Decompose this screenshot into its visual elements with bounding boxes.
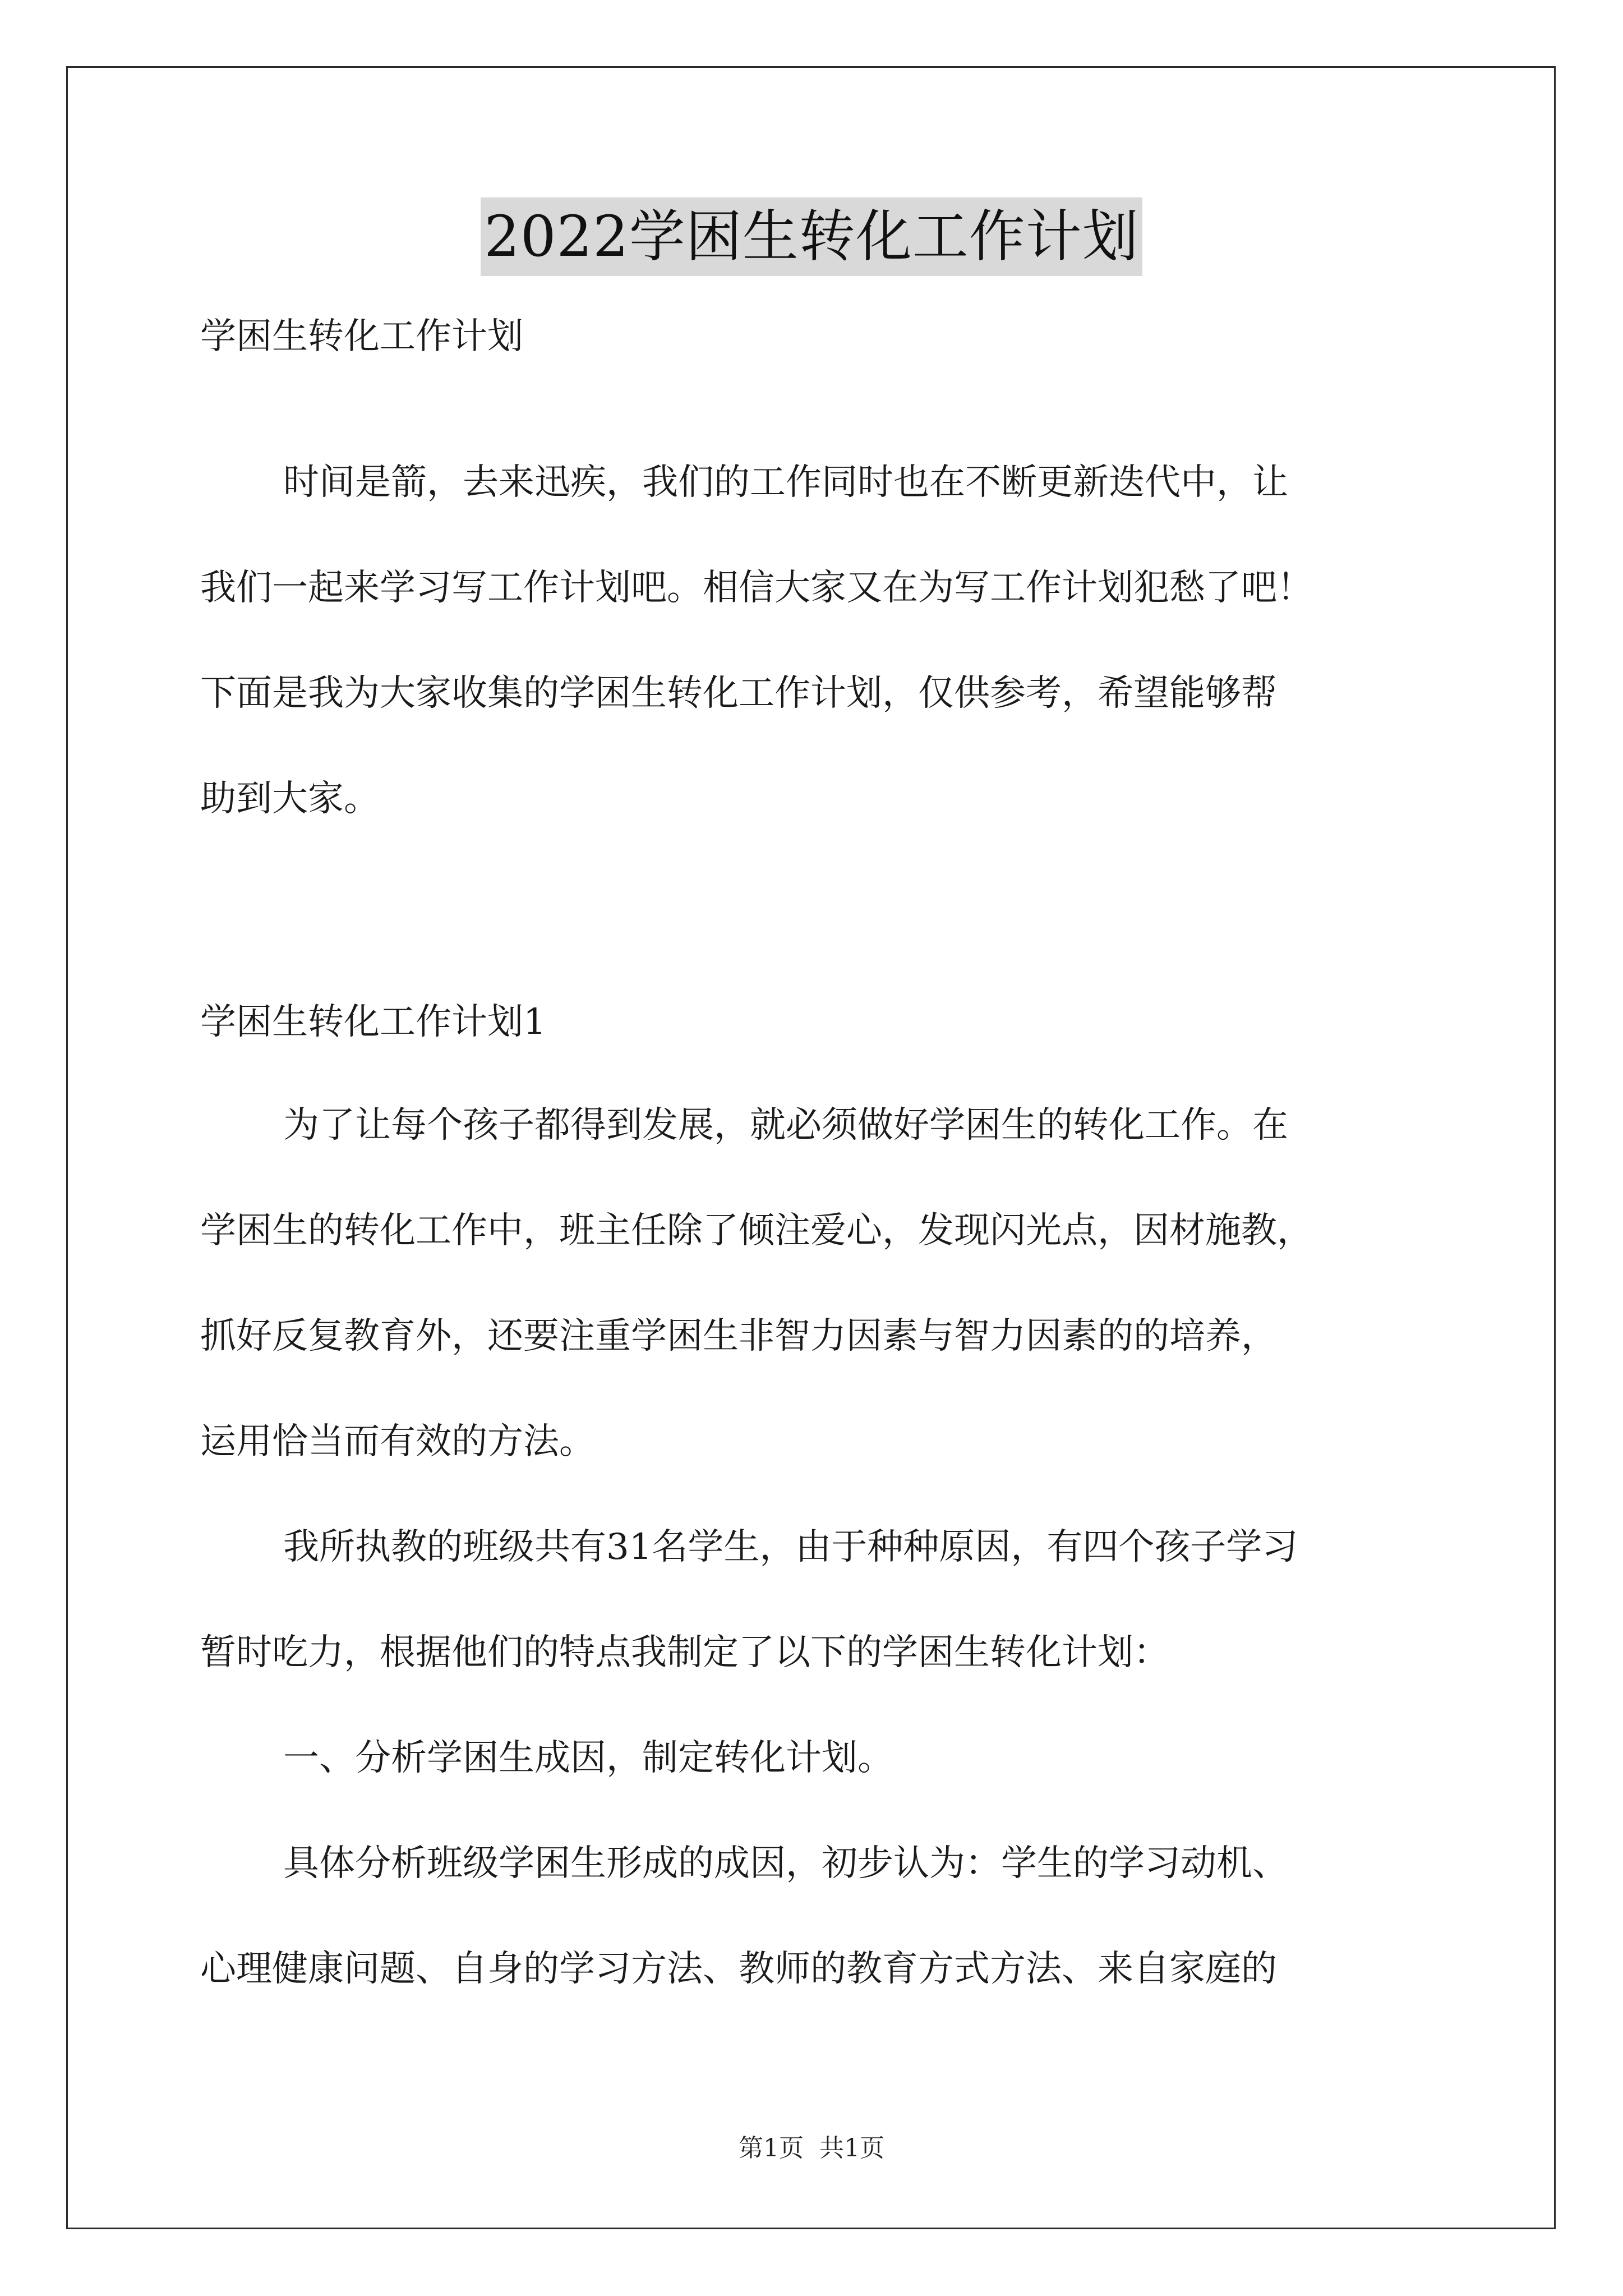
- page-footer: [0, 2132, 1623, 2165]
- document-title: 2022学困生转化工作计划: [481, 197, 1142, 276]
- paragraph-line: 抓好反复教育外，还要注重学困生非智力因素与智力因素的的培养，: [200, 1315, 1277, 1357]
- paragraph-line: 时间是箭，去来迅疾，我们的工作同时也在不断更新迭代中，让: [283, 462, 1288, 503]
- section-heading: 学困生转化工作计划: [200, 316, 523, 357]
- paragraph-line: 暂时吃力，根据他们的特点我制定了以下的学困生转化计划：: [200, 1632, 1169, 1673]
- paragraph-line: 为了让每个孩子都得到发展，就必须做好学困生的转化工作。在: [283, 1105, 1288, 1146]
- paragraph-line: 心理健康问题、自身的学习方法、教师的教育方式方法、来自家庭的: [200, 1948, 1277, 1990]
- paragraph-line: 下面是我为大家收集的学困生转化工作计划，仅供参考，希望能够帮: [200, 673, 1277, 714]
- paragraph-line: 一、分析学困生成因，制定转化计划。: [283, 1737, 893, 1779]
- page-number-current: 第1页: [739, 2134, 804, 2162]
- paragraph-line: 助到大家。: [200, 778, 380, 820]
- paragraph-line: 运用恰当而有效的方法。: [200, 1421, 595, 1462]
- paragraph-line: 具体分析班级学困生形成的成因，初步认为：学生的学习动机、: [283, 1843, 1288, 1884]
- paragraph-line: 我所执教的班级共有31名学生，由于种种原因，有四个孩子学习: [283, 1526, 1298, 1568]
- paragraph-line: 我们一起来学习写工作计划吧。相信大家又在为写工作计划犯愁了吧！: [200, 567, 1313, 609]
- page-border: [66, 66, 1556, 2229]
- section-heading: 学困生转化工作计划1: [200, 1001, 546, 1043]
- title-container: [0, 197, 1623, 276]
- paragraph-line: 学困生的转化工作中，班主任除了倾注爱心，发现闪光点，因材施教，: [200, 1210, 1313, 1251]
- page-number-total: 共1页: [819, 2134, 884, 2162]
